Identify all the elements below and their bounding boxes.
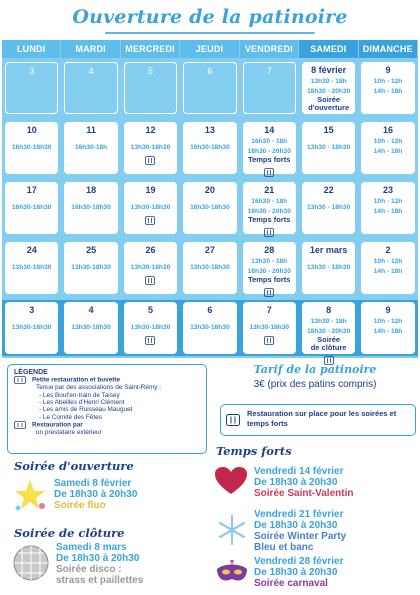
calendar-day-cell [299, 300, 358, 356]
weekday-header-cell: JEUDI [180, 40, 239, 58]
opening-hours: 18h30 - 20h30 [247, 268, 291, 275]
temps-fort-item [254, 466, 353, 499]
day-card [243, 242, 296, 294]
event-label: Temps forts [248, 275, 291, 284]
day-number: 17 [26, 185, 37, 195]
event-label: Soirée [317, 335, 341, 344]
opening-hours: 13h30 - 18h30 [307, 204, 351, 211]
utensils-icon [145, 276, 155, 285]
day-number: 6 [207, 305, 213, 315]
temps-fort-theme-2: Bleu et banc [254, 542, 314, 553]
opening-hours: 13h30-18h30 [190, 264, 230, 271]
opening-hours: 13h30-18h30 [71, 324, 111, 331]
day-number: 3 [29, 66, 35, 76]
temps-fort-time: De 18h30 à 20h30 [254, 567, 338, 578]
day-number: 4 [88, 66, 94, 76]
event-label: Temps forts [248, 215, 291, 224]
calendar-day-cell [121, 120, 180, 176]
legend-item-text: Petite restauration et buvette [32, 376, 121, 384]
day-card [302, 62, 355, 114]
temps-fort-item [254, 509, 346, 553]
legend-item [14, 392, 200, 399]
legend-item-text: Restauration par [32, 421, 83, 429]
day-number: 19 [145, 185, 156, 195]
day-number: 8 [326, 305, 332, 315]
day-number: 2 [385, 245, 391, 255]
opening-hours: 18h30 - 20h30 [307, 328, 351, 335]
day-number: 5 [147, 305, 153, 315]
legend-item [14, 384, 200, 391]
opening-hours: 10h - 12h [373, 318, 403, 325]
legend-item [14, 414, 200, 421]
day-card [243, 62, 296, 114]
utensils-icon [264, 288, 274, 297]
calendar-day-cell [299, 240, 358, 296]
day-number: 26 [145, 245, 156, 255]
day-card [183, 242, 236, 294]
opening-hours: 16h30-18h [74, 144, 108, 151]
calendar-day-cell [180, 240, 239, 296]
temps-fort-date: Vendredi 21 février [254, 509, 344, 520]
day-card [302, 302, 355, 354]
opening-hours: 13h30-18h30 [249, 324, 290, 331]
opening-hours: 13h30 - 18h [310, 78, 347, 85]
opening-hours: 13h30-18h30 [11, 264, 52, 271]
tarif-value: 3€ (prix des patins compris) [253, 379, 377, 390]
opening-hours: 13h30-18h30 [130, 324, 171, 331]
day-number: 15 [323, 125, 334, 135]
day-card [5, 62, 58, 114]
event-label: Soirée [317, 95, 341, 104]
opening-hours: 14h - 18h [373, 268, 403, 275]
opening-hours: 10h - 12h [373, 258, 403, 265]
event-label: de clôture [310, 343, 347, 352]
day-number: 9 [385, 305, 391, 315]
weekday-header [2, 40, 418, 58]
restauration-note [220, 404, 416, 436]
legend-item-text: - Les amis de Ruisseau Mauguet [39, 406, 133, 414]
utensils-icon [226, 414, 240, 426]
day-card [183, 182, 236, 234]
cloture-event [56, 542, 143, 586]
legend-lines [14, 376, 200, 437]
opening-hours: 16h30-18h30 [71, 204, 111, 211]
calendar-day-cell [358, 180, 417, 236]
disco-ball-icon [12, 544, 50, 582]
day-number: 16 [383, 125, 394, 135]
legend-item-text: - Le Comité des Fêtes [39, 413, 102, 421]
day-card [302, 182, 355, 234]
day-card [64, 62, 117, 114]
calendar-day-cell [299, 120, 358, 176]
calendar-day-cell [358, 120, 417, 176]
temps-fort-date: Vendredi 28 février [254, 556, 344, 567]
day-number: 27 [204, 245, 215, 255]
cloture-theme-2: strass et paillettes [56, 575, 144, 586]
cloture-theme-1: Soirée disco : [56, 564, 122, 575]
utensils-icon [14, 376, 26, 384]
legend-item [14, 399, 200, 406]
weekday-header-cell: VENDREDI [240, 40, 299, 58]
opening-hours: 18h30 - 20h30 [247, 148, 291, 155]
day-number: 5 [147, 66, 153, 76]
cloture-time: De 18h30 à 20h30 [56, 553, 140, 564]
day-card [5, 302, 58, 354]
opening-hours: 16h30 - 18h [251, 198, 288, 205]
temps-fort-time: De 18h30 à 20h30 [254, 477, 338, 488]
opening-hours: 10h - 12h [373, 78, 403, 85]
page-title: Ouverture de la patinoire [72, 6, 348, 28]
utensils-icon [264, 336, 274, 345]
temps-fort-item [254, 556, 344, 589]
calendar-day-cell [358, 300, 417, 356]
day-number: 7 [266, 66, 272, 76]
calendar-week-row [2, 300, 418, 356]
calendar-day-cell [121, 300, 180, 356]
day-card [5, 122, 58, 174]
day-number: 20 [204, 185, 215, 195]
temps-fort-time: De 18h30 à 20h30 [254, 520, 338, 531]
day-card [64, 182, 117, 234]
calendar-day-cell [240, 240, 299, 296]
opening-hours: 18h30 - 20h30 [307, 88, 351, 95]
day-card [124, 242, 177, 294]
day-number: 28 [264, 245, 275, 255]
weekday-header-cell: LUNDI [2, 40, 61, 58]
calendar-day-cell [2, 300, 61, 356]
day-card [183, 302, 236, 354]
calendar [2, 40, 418, 358]
ouverture-time: De 18h30 à 20h30 [54, 489, 138, 500]
temps-fort-date: Vendredi 14 février [254, 466, 344, 477]
legend-title: LÉGENDE [14, 369, 48, 376]
day-number: 10 [26, 125, 37, 135]
day-card [302, 242, 355, 294]
legend-item [14, 421, 200, 429]
day-number: 24 [26, 245, 37, 255]
tarif-block [215, 363, 415, 390]
day-number: 7 [266, 305, 272, 315]
calendar-day-cell [2, 240, 61, 296]
restauration-note-text: Restauration sur place pour les soirées et temps forts [247, 409, 397, 428]
calendar-day-cell [2, 60, 61, 116]
legend-item [14, 406, 200, 413]
opening-hours: 10h - 12h [373, 138, 403, 145]
utensils-icon [145, 216, 155, 225]
temps-forts-title: Temps forts [216, 444, 292, 458]
cloture-title: Soirée de clôture [14, 526, 125, 540]
day-card [64, 122, 117, 174]
day-number: 13 [204, 125, 215, 135]
day-card [243, 182, 296, 234]
opening-hours: 13h30-18h30 [11, 324, 52, 331]
opening-hours: 16h30-18h30 [190, 144, 230, 151]
utensils-icon [264, 228, 274, 237]
calendar-day-cell [299, 180, 358, 236]
weekday-header-cell: SAMEDI [299, 40, 358, 58]
weekday-header-cell: DIMANCHE [359, 40, 418, 58]
calendar-day-cell [61, 60, 120, 116]
calendar-day-cell [240, 180, 299, 236]
opening-hours: 13h30-18h30 [130, 264, 171, 271]
tarif-title: Tarif de la patinoire [253, 363, 377, 376]
utensils-icon [145, 156, 155, 165]
day-card [124, 62, 177, 114]
day-number: 21 [264, 185, 275, 195]
legend-item [14, 429, 200, 436]
legend-item-text: un prestataire extérieur [36, 429, 102, 437]
calendar-week-row [2, 240, 418, 296]
day-card [361, 302, 414, 354]
day-card [302, 122, 355, 174]
day-number: 9 [385, 65, 391, 75]
day-card [183, 122, 236, 174]
calendar-day-cell [121, 180, 180, 236]
day-number: 22 [323, 185, 334, 195]
opening-hours: 14h - 18h [373, 328, 403, 335]
day-number: 11 [86, 125, 96, 135]
opening-hours: 14h - 18h [373, 88, 403, 95]
day-card [124, 182, 177, 234]
calendar-day-cell [2, 120, 61, 176]
opening-hours: 13h30-18h30 [71, 264, 111, 271]
day-card [5, 242, 58, 294]
snowflake-icon [216, 514, 248, 546]
opening-hours: 16h30 - 18h [251, 138, 288, 145]
calendar-day-cell [358, 240, 417, 296]
day-card [124, 122, 177, 174]
opening-hours: 13h30 - 18h30 [307, 264, 351, 271]
ouverture-title: Soirée d'ouverture [14, 459, 134, 473]
opening-hours: 16h30-18h30 [11, 204, 52, 211]
calendar-day-cell [180, 60, 239, 116]
day-number: 6 [207, 66, 213, 76]
calendar-week-row [2, 180, 418, 236]
day-card [64, 242, 117, 294]
legend-item-text: Tenue par des associations de Saint-Rémy : [36, 384, 162, 392]
day-card [243, 302, 296, 354]
day-number: 4 [88, 305, 94, 315]
weekday-header-cell: MERCREDI [121, 40, 180, 58]
calendar-week-row [2, 120, 418, 176]
opening-hours: 10h - 12h [373, 198, 403, 205]
day-card [243, 122, 296, 174]
day-number: 25 [86, 245, 97, 255]
calendar-day-cell [121, 240, 180, 296]
calendar-day-cell [240, 60, 299, 116]
day-card [183, 62, 236, 114]
day-number: 14 [264, 125, 275, 135]
opening-hours: 13h30-18h30 [130, 144, 171, 151]
legend-item-text: - Les Abeilles d'Henri Clément [39, 398, 125, 406]
day-card [361, 62, 414, 114]
event-label: d'ouverture [308, 103, 350, 112]
calendar-day-cell [358, 60, 417, 116]
day-card [361, 122, 414, 174]
temps-fort-theme: Soirée Winter Party [254, 531, 347, 542]
day-card [361, 182, 414, 234]
calendar-day-cell [180, 300, 239, 356]
day-number: 23 [383, 185, 394, 195]
day-number: 8 février [311, 65, 347, 75]
day-number: 12 [145, 125, 156, 135]
ouverture-theme: Soirée fluo [54, 500, 106, 511]
opening-hours: 13h30 - 18h [310, 318, 347, 325]
calendar-week-row [2, 60, 418, 116]
calendar-day-cell [61, 120, 120, 176]
day-card [5, 182, 58, 234]
calendar-day-cell [240, 300, 299, 356]
opening-hours: 18h30 - 20h30 [247, 208, 291, 215]
opening-hours: 13h30-18h30 [130, 204, 171, 211]
ouverture-event [54, 478, 137, 511]
day-number: 18 [86, 185, 97, 195]
calendar-grid [2, 60, 418, 358]
opening-hours: 14h - 18h [373, 208, 403, 215]
ouverture-date: Samedi 8 février [54, 478, 132, 489]
legend-item [14, 376, 200, 384]
title-underline [105, 32, 315, 34]
day-number: 1er mars [309, 245, 348, 255]
utensils-icon [264, 168, 274, 177]
calendar-day-cell [180, 120, 239, 176]
cloture-date: Samedi 8 mars [56, 542, 127, 553]
utensils-icon [14, 421, 26, 429]
event-label: Temps forts [248, 155, 291, 164]
utensils-icon [145, 336, 155, 345]
day-card [361, 242, 414, 294]
legend-box [7, 364, 207, 454]
day-card [64, 302, 117, 354]
calendar-day-cell [61, 240, 120, 296]
day-number: 3 [29, 305, 35, 315]
calendar-day-cell [61, 300, 120, 356]
opening-hours: 13h30 - 18h [251, 258, 288, 265]
weekday-header-cell: MARDI [61, 40, 120, 58]
opening-hours: 13h30-18h30 [190, 324, 230, 331]
legend-item-text: - Les Bout'en-train de Taisey [39, 391, 120, 399]
heart-icon [214, 466, 248, 496]
opening-hours: 14h - 18h [373, 148, 403, 155]
calendar-day-cell [61, 180, 120, 236]
temps-fort-theme: Soirée Saint-Valentin [254, 488, 354, 499]
calendar-day-cell [180, 180, 239, 236]
fluo-stars-icon [10, 478, 50, 514]
calendar-day-cell [299, 60, 358, 116]
carnival-mask-icon [214, 559, 250, 591]
opening-hours: 13h30 - 18h30 [307, 144, 351, 151]
day-card [124, 302, 177, 354]
temps-fort-theme: Soirée carnaval [254, 578, 328, 589]
opening-hours: 16h30-18h30 [11, 144, 52, 151]
calendar-day-cell [2, 180, 61, 236]
calendar-day-cell [240, 120, 299, 176]
calendar-day-cell [121, 60, 180, 116]
opening-hours: 16h30-18h30 [190, 204, 230, 211]
